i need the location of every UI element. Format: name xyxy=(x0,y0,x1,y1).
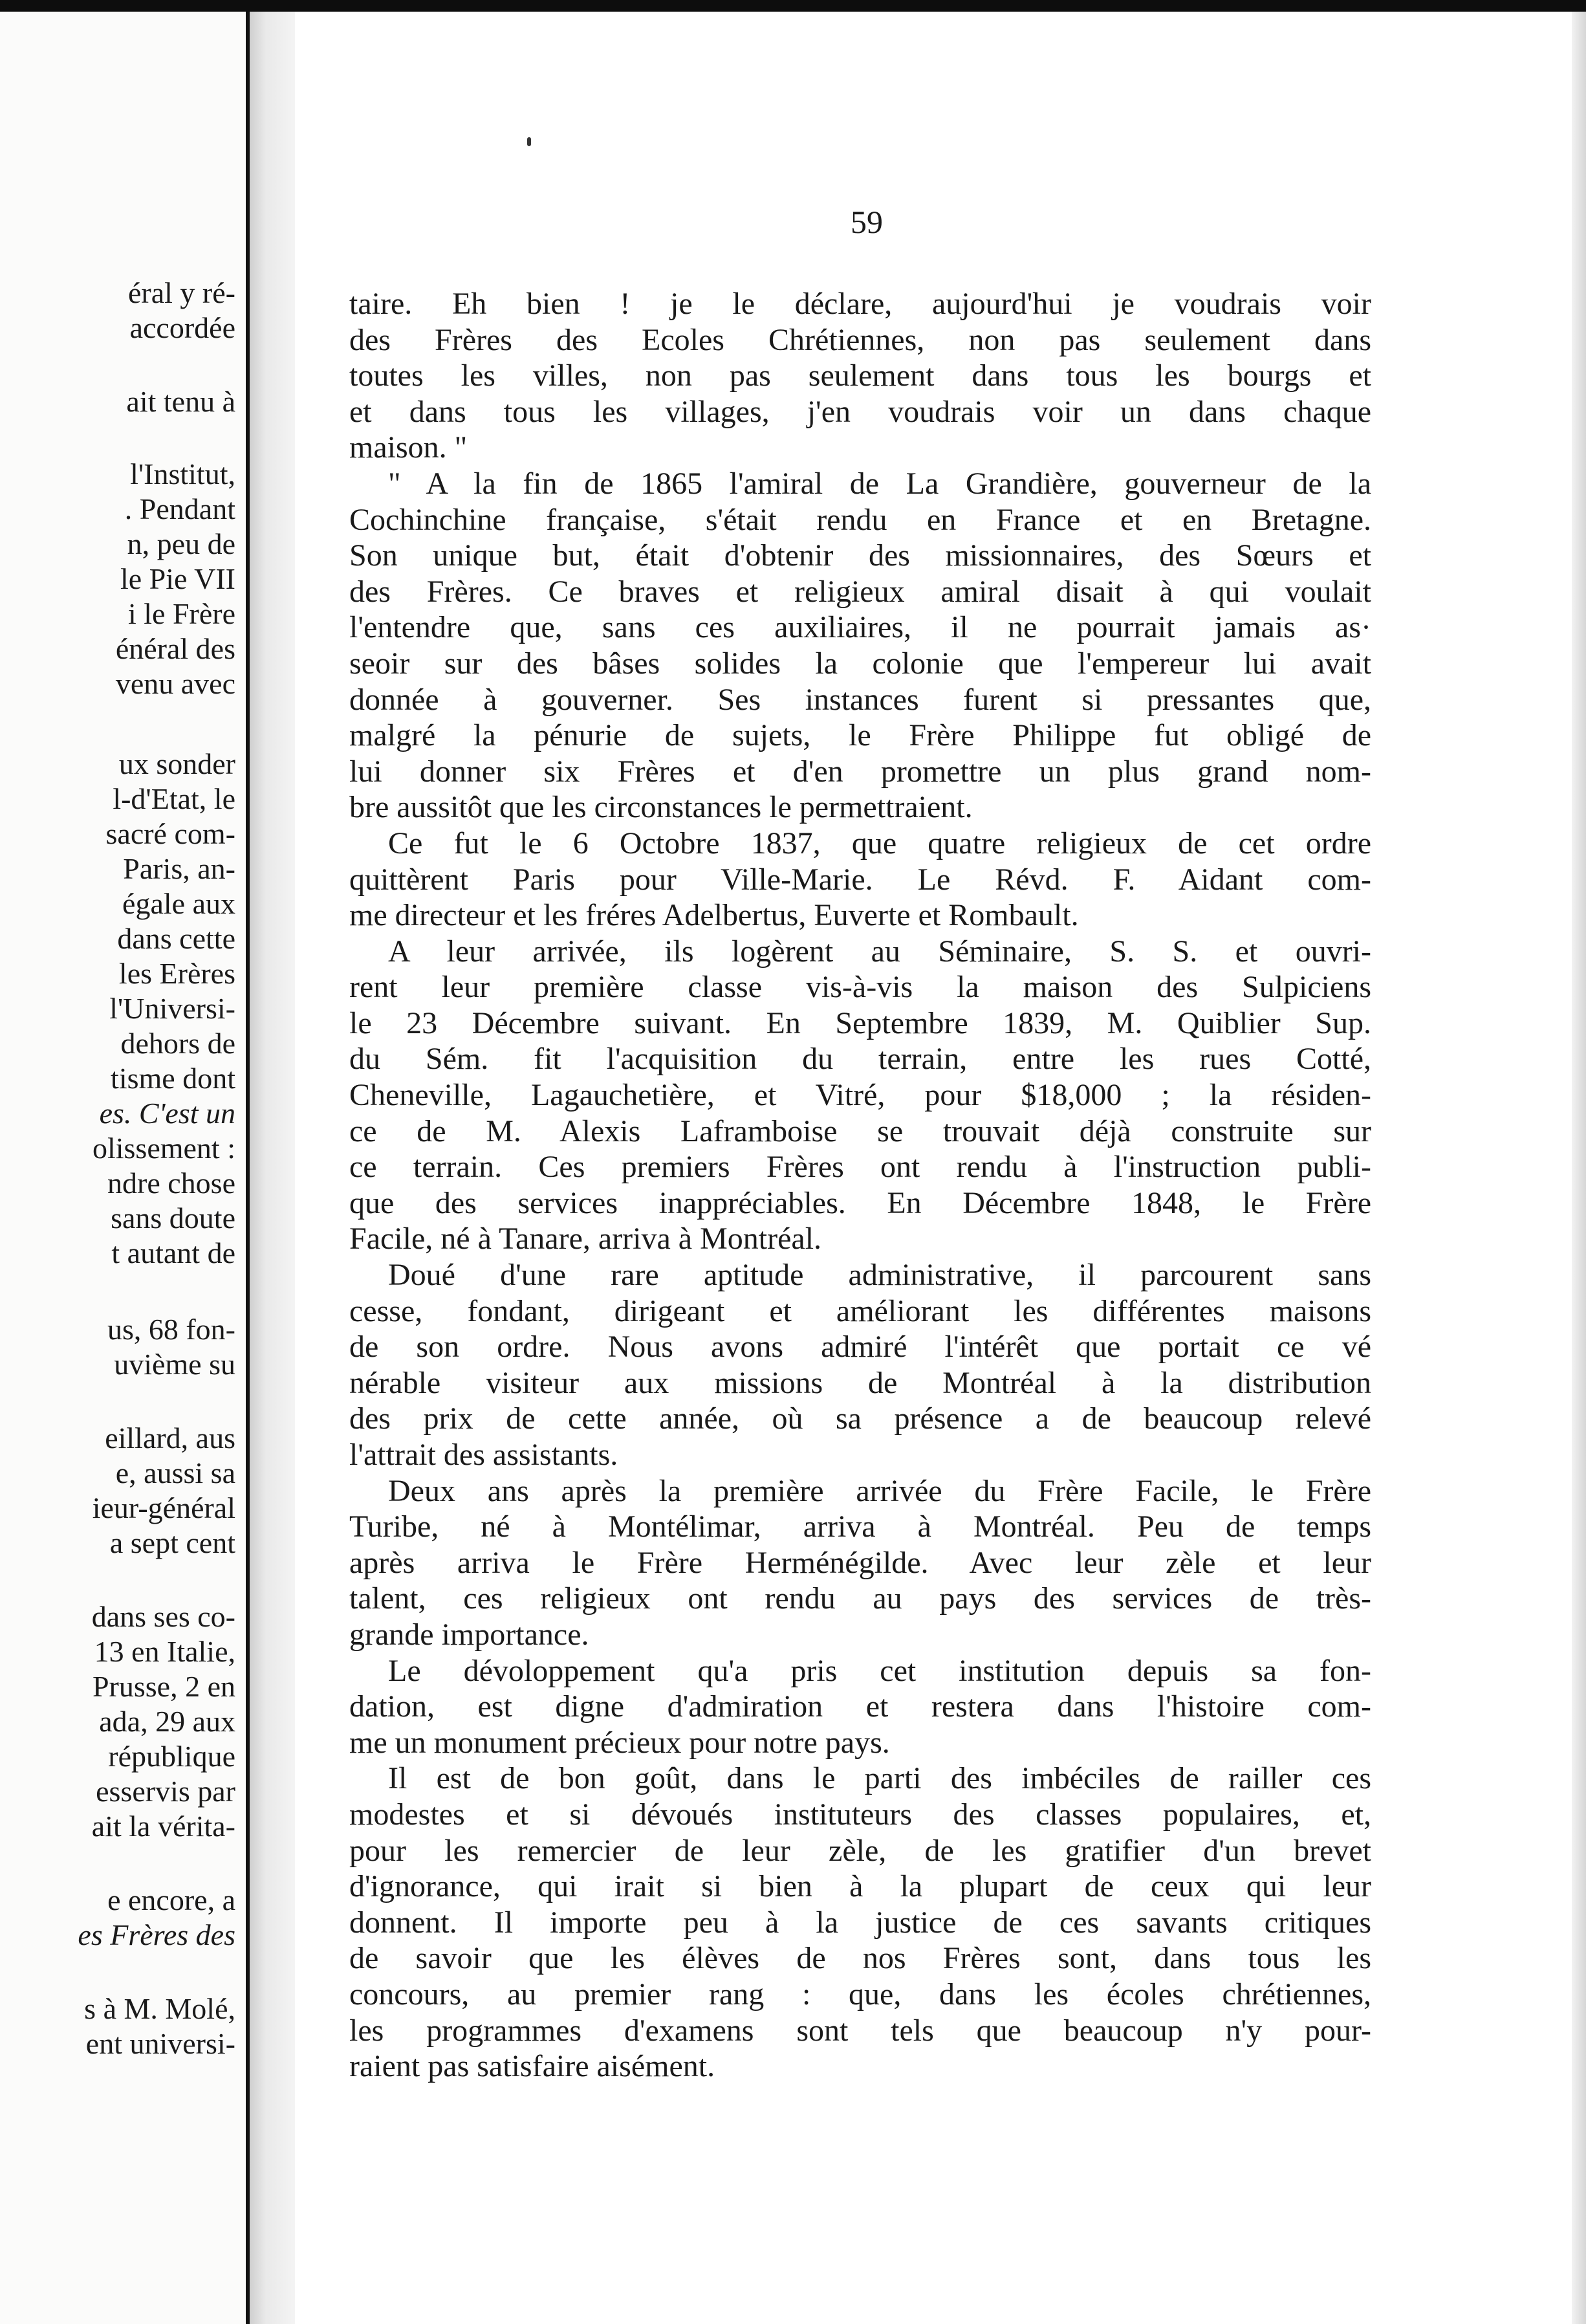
text-line: après arriva le Frère Herménégilde. Avec leur zèle et leur xyxy=(349,1545,1371,1580)
left-page-line: . Pendant xyxy=(124,492,235,525)
left-page-line: n, peu de xyxy=(127,527,235,560)
text-line: taire. Eh bien ! je le déclare, aujourd'hui je voudrais voir xyxy=(349,287,1371,321)
left-page-line: s à M. Molé, xyxy=(84,1992,235,2025)
left-page-line: république xyxy=(108,1740,235,1773)
left-page-line: uvième su xyxy=(114,1348,235,1381)
left-page-fragment xyxy=(0,12,246,2324)
text-line: A leur arrivée, ils logèrent au Séminaire, S. S. et ouvri- xyxy=(388,934,1371,969)
text-line: l'entendre que, sans ces auxiliaires, il ne pourrait jamais as· xyxy=(349,610,1371,645)
left-page-line: tisme dont xyxy=(111,1062,235,1095)
left-page-line: ux sonder xyxy=(118,747,235,780)
left-page-line: sans doute xyxy=(111,1201,235,1234)
left-page-line: l'Institut, xyxy=(130,457,235,490)
left-page-line: les Erères xyxy=(118,957,235,990)
text-line: des Frères. Ce braves et religieux amiral disait à qui voulait xyxy=(349,574,1371,609)
left-page-line: es. C'est un xyxy=(99,1097,235,1130)
text-line: Cochinchine française, s'était rendu en France et en Bretagne. xyxy=(349,502,1371,537)
text-line: ce de M. Alexis Laframboise se trouvait déjà construite sur xyxy=(349,1113,1371,1148)
text-line: de savoir que les élèves de nos Frères sont, dans tous les xyxy=(349,1941,1371,1976)
left-page-line: dans ses co- xyxy=(91,1600,235,1633)
text-line: me un monument précieux pour notre pays. xyxy=(349,1725,890,1760)
text-line: me directeur et les fréres Adelbertus, Euverte et Rombault. xyxy=(349,898,1079,933)
text-line: quittèrent Paris pour Ville-Marie. Le Révd. F. Aidant com- xyxy=(349,862,1371,897)
text-line: cesse, fondant, dirigeant et améliorant les différentes maisons xyxy=(349,1293,1371,1328)
text-line: dation, est digne d'admiration et restera dans l'histoire com- xyxy=(349,1689,1371,1724)
left-page-line: énéral des xyxy=(115,632,235,665)
left-page-line: e encore, a xyxy=(107,1883,235,1916)
left-page-line: t autant de xyxy=(111,1236,235,1269)
text-line: " A la fin de 1865 l'amiral de La Grandière, gouverneur de la xyxy=(388,466,1371,501)
text-line: Deux ans après la première arrivée du Frère Facile, le Frère xyxy=(388,1473,1371,1508)
left-page-line: ait tenu à xyxy=(126,385,235,418)
text-line: des Frères des Ecoles Chrétiennes, non pas seulement dans xyxy=(349,322,1371,357)
text-line: donnée à gouverner. Ses instances furent si pressantes que, xyxy=(349,682,1371,717)
right-page-edge xyxy=(1572,12,1586,2324)
left-page-line: i le Frère xyxy=(127,597,235,630)
left-page-line: Prusse, 2 en xyxy=(92,1670,235,1703)
text-line: d'ignorance, qui irait si bien à la plupart de ceux qui leur xyxy=(349,1869,1371,1904)
left-page-line: es Frères des xyxy=(78,1918,235,1951)
text-line: donnent. Il importe peu à la justice de ces savants critiques xyxy=(349,1905,1371,1940)
text-line: Son unique but, était d'obtenir des missionnaires, des Sœurs et xyxy=(349,538,1371,573)
text-line: des prix de cette année, où sa présence a de beaucoup relevé xyxy=(349,1401,1371,1436)
text-line: modestes et si dévoués instituteurs des classes populaires, et, xyxy=(349,1797,1371,1832)
text-line: pour les remercier de leur zèle, de les gratifier d'un brevet xyxy=(349,1833,1371,1868)
text-line: seoir sur des bâses solides la colonie que l'empereur lui avait xyxy=(349,646,1371,681)
text-line: bre aussitôt que les circonstances le permettraient. xyxy=(349,790,973,825)
left-page-line: olissement : xyxy=(92,1132,235,1165)
body-text xyxy=(349,286,1371,2085)
book-gutter xyxy=(246,12,295,2324)
left-page-line: ait la vérita- xyxy=(91,1810,235,1843)
text-line: Doué d'une rare aptitude administrative, il parcourent sans xyxy=(388,1258,1371,1293)
text-line: le 23 Décembre suivant. En Septembre 1839, M. Quiblier Sup. xyxy=(349,1005,1371,1040)
left-page-line: ndre chose xyxy=(107,1167,235,1200)
left-page-line: dans cette xyxy=(117,922,235,955)
left-page-line: éral y ré- xyxy=(128,276,235,309)
left-page-line: sacré com- xyxy=(105,817,235,850)
left-page-line: égale aux xyxy=(122,887,235,920)
left-page-line: 13 en Italie, xyxy=(94,1635,235,1668)
text-line: rent leur première classe vis-à-vis la maison des Sulpiciens xyxy=(349,970,1371,1005)
text-line: maison. " xyxy=(349,430,468,465)
left-page-line: Paris, an- xyxy=(123,852,235,885)
text-line: ce terrain. Ces premiers Frères ont rendu à l'instruction publi- xyxy=(349,1150,1371,1185)
left-page-line: ieur-général xyxy=(92,1491,235,1524)
left-page-line: us, 68 fon- xyxy=(107,1313,235,1346)
left-page-line: ada, 29 aux xyxy=(99,1705,235,1738)
text-line: que des services inappréciables. En Décembre 1848, le Frère xyxy=(349,1185,1371,1220)
text-line: Il est de bon goût, dans le parti des imbéciles de railler ces xyxy=(388,1761,1371,1796)
text-line: Ce fut le 6 Octobre 1837, que quatre religieux de cet ordre xyxy=(388,826,1371,861)
text-line: Le dévoloppement qu'a pris cet institution depuis sa fon- xyxy=(388,1653,1371,1688)
text-line: talent, ces religieux ont rendu au pays des services de très- xyxy=(349,1581,1371,1616)
left-page-line: eillard, aus xyxy=(105,1421,235,1454)
left-page-line: ent universi- xyxy=(85,2027,235,2060)
text-line: lui donner six Frères et d'en promettre un plus grand nom- xyxy=(349,754,1371,789)
text-line: les programmes d'examens sont tels que beaucoup n'y pour- xyxy=(349,2013,1371,2048)
scan-top-border xyxy=(0,0,1586,12)
text-line: Facile, né à Tanare, arriva à Montréal. xyxy=(349,1222,822,1256)
text-line: malgré la pénurie de sujets, le Frère Philippe fut obligé de xyxy=(349,718,1371,753)
text-line: nérable visiteur aux missions de Montréal à la distribution xyxy=(349,1365,1371,1400)
left-page-line: accordée xyxy=(129,311,235,344)
left-page-line: venu avec xyxy=(115,667,235,700)
text-line: de son ordre. Nous avons admiré l'intérêt que portait ce vé xyxy=(349,1330,1371,1365)
page-number: 59 xyxy=(851,204,883,240)
left-page-line: le Pie VII xyxy=(120,562,235,595)
text-line: et dans tous les villages, j'en voudrais voir un dans chaque xyxy=(349,394,1371,429)
left-page-line: l-d'Etat, le xyxy=(113,782,235,815)
left-page-line: e, aussi sa xyxy=(115,1456,235,1489)
text-line: concours, au premier rang : que, dans les écoles chrétiennes, xyxy=(349,1977,1371,2012)
text-line: Cheneville, Lagauchetière, et Vitré, pour $18,000 ; la résiden- xyxy=(349,1078,1371,1113)
left-page-line: l'Universi- xyxy=(109,992,235,1025)
text-line: Turibe, né à Montélimar, arriva à Montréal. Peu de temps xyxy=(349,1509,1371,1544)
text-line: toutes les villes, non pas seulement dans tous les bourgs et xyxy=(349,358,1371,393)
text-line: raient pas satisfaire aisément. xyxy=(349,2049,715,2084)
left-page-line: esservis par xyxy=(96,1775,235,1808)
left-page-line: a sept cent xyxy=(109,1526,235,1559)
text-line: l'attrait des assistants. xyxy=(349,1438,618,1472)
ink-speck xyxy=(527,137,531,146)
left-page-line: dehors de xyxy=(120,1027,235,1060)
text-line: du Sém. fit l'acquisition du terrain, entre les rues Cotté, xyxy=(349,1042,1371,1077)
text-line: grande importance. xyxy=(349,1617,589,1652)
